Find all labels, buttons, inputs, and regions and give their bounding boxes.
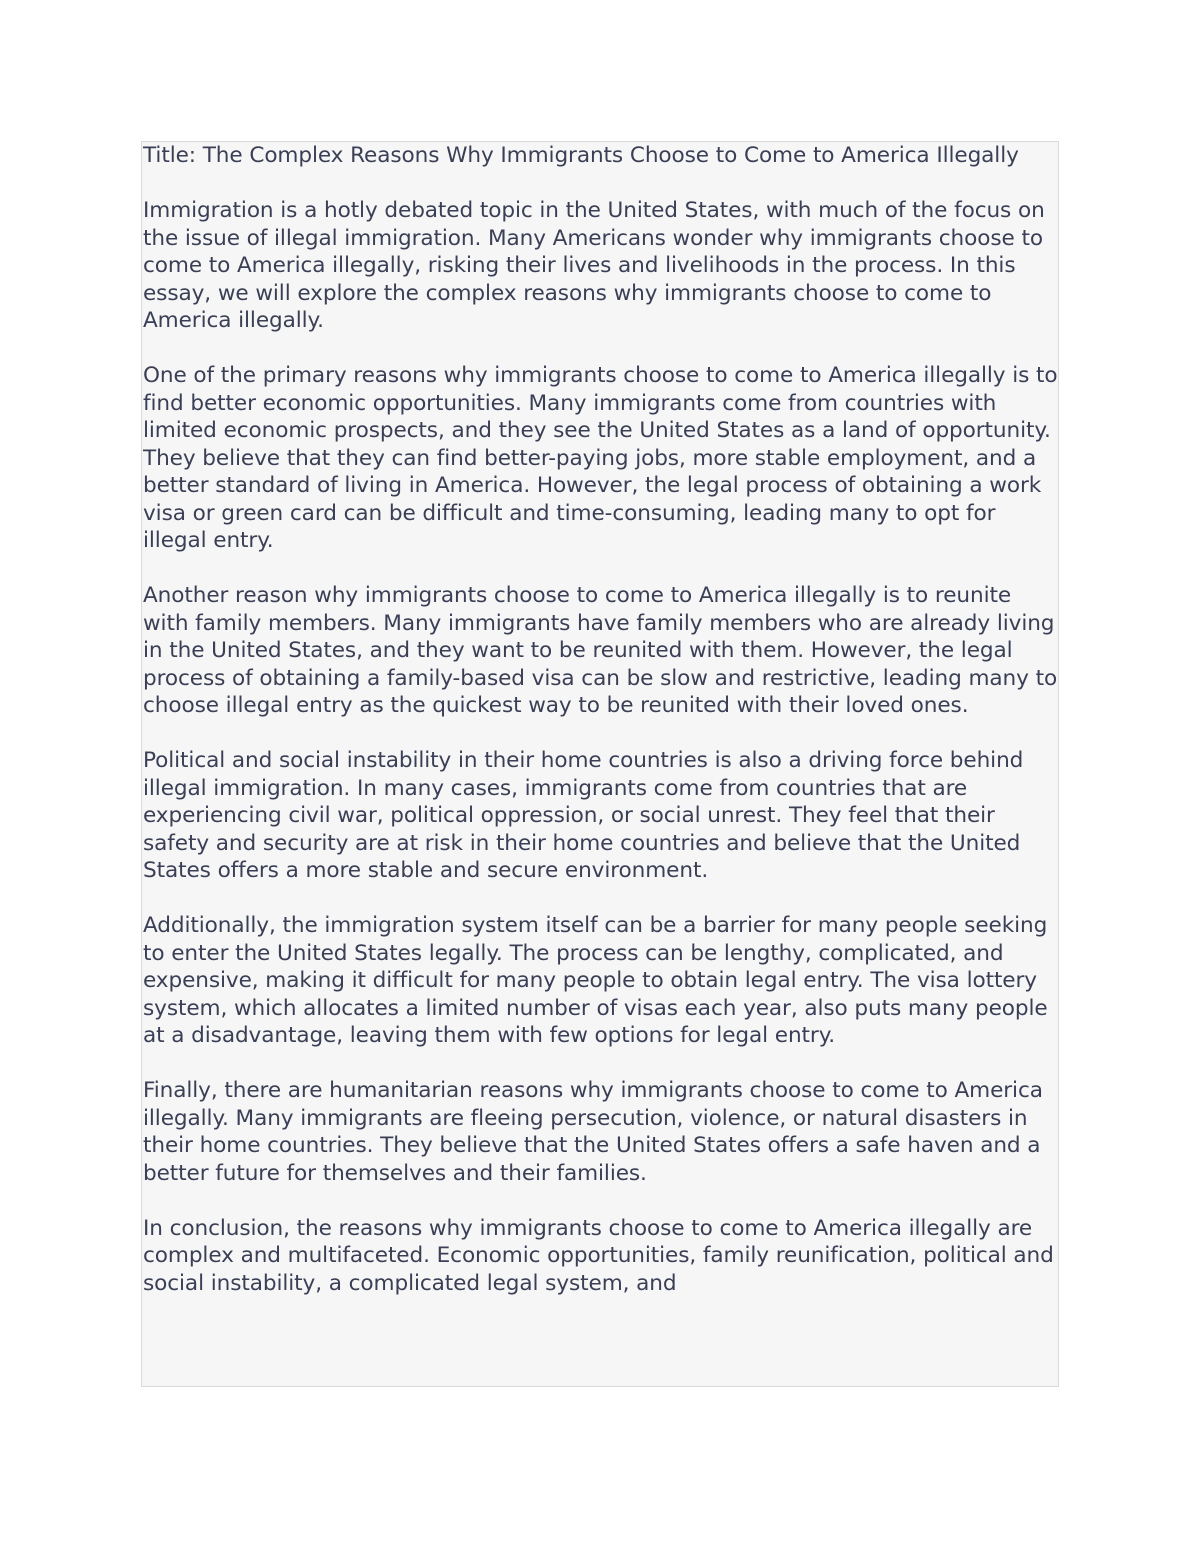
essay-paragraph-intro: Immigration is a hotly debated topic in the United States, with much of the focus on the issue of illegal immigration. Many Americans wonder why immigrants choose to come to America illegally, risking their lives and livelihoods in the process. In this essay, we will explore the complex reasons why immigrants choose to come to America illegally. — [143, 198, 1045, 333]
essay-content — [142, 142, 1058, 1297]
essay-paragraph-family: Another reason why immigrants choose to come to America illegally is to reunite with family members. Many immigrants have family members who are already living in the United States, and they want to be reunited with them. However, the legal process of obtaining a family-based visa can be slow and restrictive, leading many to choose illegal entry as the quickest way to be reunited with their loved ones. — [143, 583, 1058, 718]
essay-paragraph-political: Political and social instability in their home countries is also a driving force behind illegal immigration. In many cases, immigrants come from countries that are experiencing civil war, political oppression, or social unrest. They feel that their safety and security are at risk in their home countries and believe that the United States offers a more stable and secure environment. — [143, 748, 1024, 883]
essay-paragraph-humanitarian: Finally, there are humanitarian reasons why immigrants choose to come to America illegally. Many immigrants are fleeing persecution, violence, or natural disasters in their home countries. They believe that the United States offers a safe haven and a better future for themselves and their families. — [143, 1078, 1043, 1186]
essay-paragraph-economic: One of the primary reasons why immigrants choose to come to America illegally is to find better economic opportunities. Many immigrants come from countries with limited economic prospects, and they see the United States as a land of opportunity. They believe that they can find better-paying jobs, more stable employment, and a better standard of living in America. However, the legal process of obtaining a work visa or green card can be difficult and time-consuming, leading many to opt for illegal entry. — [143, 363, 1058, 553]
essay-paragraph-system: Additionally, the immigration system itself can be a barrier for many people seeking to enter the United States legally. The process can be lengthy, complicated, and expensive, making it difficult for many people to obtain legal entry. The visa lottery system, which allocates a limited number of visas each year, also puts many people at a disadvantage, leaving them with few options for legal entry. — [143, 913, 1048, 1048]
essay-paragraph-conclusion: In conclusion, the reasons why immigrants choose to come to America illegally are complex and multifaceted. Economic opportunities, family reunification, political and social instability, a complicated legal system, and — [143, 1215, 1054, 1296]
essay-text-box — [141, 141, 1059, 1387]
essay-title: Title: The Complex Reasons Why Immigrants Choose to Come to America Illegally — [143, 143, 1019, 168]
